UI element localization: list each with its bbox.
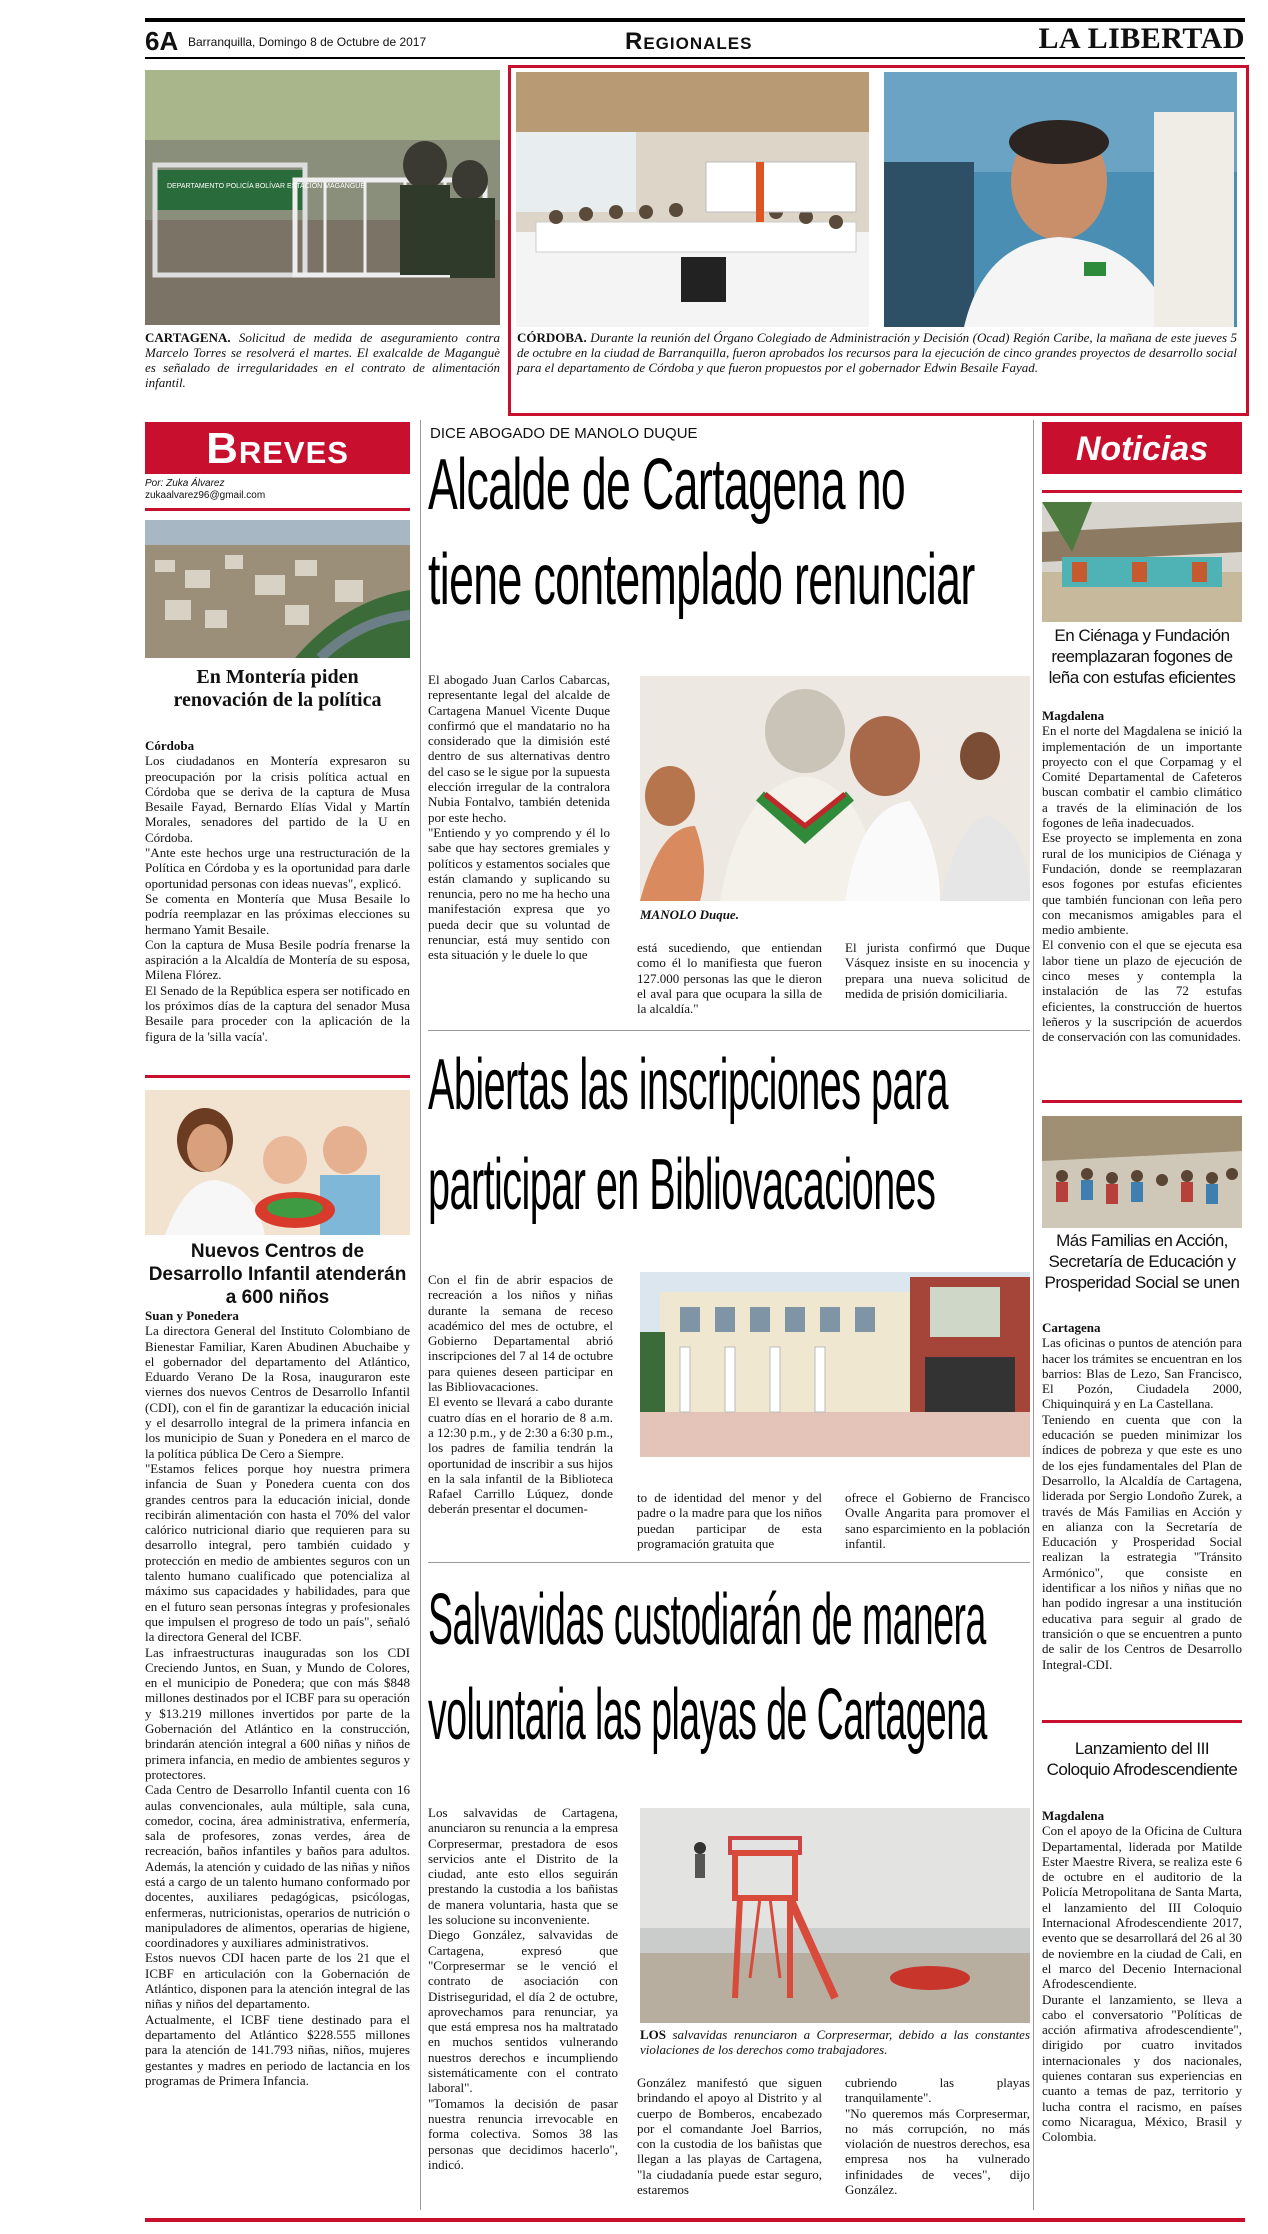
breves-title: Breves <box>206 424 349 473</box>
breves-story1-body: Córdoba Los ciudadanos en Montería expresaron su preocupación por la crisis política actual en Córdoba que se deriva de la captura de Musa Besaile Fayad, Bernardo Elías Vidal y Martín Morales, senadores del partido de la U en Córdoba. "Ante este hechos urge una restructuración de la Política en Córdoba y es la oportunidad para darle oportunidad personas con ideas nuevas", explicó. Se comenta en Montería que Musa Besaile lo podría reemplazar en las próximas elecciones su hermano Yamit Besaile. Con la captura de Musa Besile podría frenarse la aspiración a la Alcaldía de Montería de su esposa, Milena Flórez. El Senado de la República espera ser notificado en los próximos días de la captura del senador Musa Besaile para proceder con la aplicación de la figura de la 'silla vacía'. <box>145 738 410 1044</box>
byline-email: zukaalvarez96@gmail.com <box>145 490 266 501</box>
page-header <box>145 18 1245 58</box>
masthead: LA LIBERTAD <box>1038 22 1245 55</box>
section-title: Regionales <box>625 28 753 55</box>
main3-col2: González manifestó que siguen brindando el apoyo al Distrito y al cuerpo de Bomberos, encabezado por el comandante Joel Barrios, con la custodia de los bañistas que llegan a las playas de Cartagena, "la ciudadanía puede estar seguro, estaremos <box>637 2075 822 2198</box>
main1-headline-line1: Alcalde de Cartagena no <box>428 445 906 525</box>
main1-col3: El jurista confirmó que Duque Vásquez insiste en su inocencia y prepara una nueva solicitud de medida de prisión domiciliaria. <box>845 940 1030 1001</box>
cdi-photo <box>145 1090 410 1235</box>
top-meeting-photo <box>516 72 869 327</box>
main3-photo-caption: LOS salvavidas renunciaron a Corpresermar, debido a las constantes violaciones de los derechos como trabajadores. <box>640 2027 1031 2057</box>
main3-photo <box>640 1808 1030 2023</box>
noticias-story1-headline: En Ciénaga y Fundación reemplazaran fogones de leña con estufas eficientes <box>1048 626 1236 687</box>
noticias-story2-headline: Más Familias en Acción, Secretaría de Educación y Prosperidad Social se unen <box>1044 1231 1240 1292</box>
noticias-story3-body: Magdalena Con el apoyo de la Oficina de Cultura Departamental, liderada por Matilde Ester Maestre Rivera, se realiza este 6 de octubre en el auditorio de la Policía Metropolitana de Santa Marta, el lanzamiento del III Coloquio Internacional Afrodescendiente 2017, evento que se desarrollará del 26 al 30 de noviembre en la ciudad de Cali, en el marco del Decenio Internacional Afrodescendiente. Durante el lanzamiento, se lleva a cabo el conversatorio "Políticas de acción afirmativa afrodescendiente", dirigido por cuatro invitados internacionales y dos nacionales, quienes contaran sus experiencias en cuanto a temas de paz, territorio y lucha contra el racismo, en países como Nicaragua, México, Brasil y Colombia. <box>1042 1808 1242 2145</box>
top-left-caption <box>145 330 500 390</box>
page-number: 6A <box>145 26 179 56</box>
main2-col2: to de identidad del menor y del padre o la madre para que los niños puedan participar de esta programación gratuita que <box>637 1490 822 1551</box>
library-photo <box>640 1272 1030 1457</box>
meeting-room-photo <box>516 72 869 327</box>
breves-banner <box>145 422 410 474</box>
noticias-banner <box>1042 422 1242 474</box>
main2-headline-line2: participar en Bibliovacaciones <box>428 1145 936 1225</box>
breves-story1-headline: En Montería piden renovación de la política <box>173 666 382 711</box>
lifeguard-photo <box>640 1808 1030 2023</box>
station-sign: DEPARTAMENTO POLICÍA BOLÍVAR ESTACIÓN MAGANGUÉ <box>167 183 365 190</box>
meeting-outdoor-photo <box>1042 1116 1242 1228</box>
noticias-story2-body: Cartagena Las oficinas o puntos de atención para hacer los trámites se encuentran en los barrios: Blas de Lezo, San Francisco, El Pozón, Ciudadela 2000, Chiquinquirá y en La Castellana. Teniendo en cuenta que con la educación se pueden minimizar los índices de pobreza y que este es uno de los ejes fundamentales del Plan de Desarrollo, la Alcaldía de Cartagena, liderada por Sergio Londoño Zurek, a través de Más Familias en Acción y en alianza con la Secretaría de Educación y Prosperidad Social realizan la estrategia "Tránsito Armónico", que consiste en identificar a los niños y niñas que no han podido ingresar a una institución educativa para seguir al grado de transición o que se encuentren a punto de salir de los Centros de Desarrollo Integral-CDI. <box>1042 1320 1242 1672</box>
main1-col1: El abogado Juan Carlos Cabarcas, representante legal del alcalde de Cartagena Manuel Vicente Duque confirmó que el mandatario no ha considerado que la dimisión esté dentro de sus alternativas dentro del caso se le sigue por la supuesta elección irregular de la contralora Nubia Fontalvo, también detenida por este hecho. "Entiendo y yo comprendo y él lo sabe que hay sectores gremiales y políticos y estamentos sociales que están clamando y suplicando su renuncia, pero no me ha hecho una manifestación expresa que yo pueda decir que su voluntad de renunciar, está muy sentido con esta situación y le duele lo que <box>428 672 610 963</box>
duque-photo <box>640 676 1030 901</box>
top-governor-photo <box>884 72 1237 327</box>
governor-photo <box>884 72 1237 327</box>
children-photo <box>145 1090 410 1235</box>
noticias-photo1 <box>1042 502 1242 622</box>
caption-kicker: CARTAGENA. <box>145 330 231 345</box>
main1-col2: está sucediendo, que entiendan como él lo manifiesta que fueron 127.000 personas las que le dieron el aval para que ocupara la silla de la alcaldía." <box>637 940 822 1017</box>
top-left-photo <box>145 70 500 325</box>
noticias-photo2 <box>1042 1116 1242 1228</box>
caption-text: Durante la reunión del Órgano Colegiado de Administración y Decisión (Ocad) Región Caribe, la mañana de este jueves 5 de octubre en la ciudad de Barranquilla, fueron aprobados los recursos para la ejecución de cinco grandes proyectos de desarrollo social para el departamento de Córdoba y que fueron propuestos por el gobernador Edwin Besaile Fayad. <box>517 330 1238 375</box>
main2-photo <box>640 1272 1030 1457</box>
main2-col1: Con el fin de abrir espacios de recreación a los niños y niñas durante la semana de receso académico del mes de octubre, el Gobierno Departamental abrió inscripciones del 7 al 14 de octubre para quienes deseen participar en las Bibliovacaciones. El evento se llevará a cabo durante cuatro días en el horario de 8 a.m. a 12:30 p.m., y de 2:30 a 6:30 p.m., los padres de familia tendrán la oportunidad de inscribir a sus hijos en la sala infantil de la Biblioteca Rafael Carrillo Lúquez, donde deberán presentar el documen- <box>428 1272 613 1517</box>
caption-text: Solicitud de medida de aseguramiento contra Marcelo Torres se resolverá el martes. El exalcalde de Maganguè es señalado de irregularidades en el contrato de alimentación infantil. <box>145 330 500 390</box>
main3-col3: cubriendo las playas tranquilamente". "No queremos más Corpresermar, no más corrupción, no más violación de nuestros derechos, esa empresa nos ha vulnerado infinidades de veces", dijo González. <box>845 2075 1030 2198</box>
noticias-title: Noticias <box>1075 430 1209 468</box>
caption-kicker: CÓRDOBA. <box>517 330 587 345</box>
bottom-rule <box>145 2218 1245 2222</box>
noticias-story3-headline: Lanzamiento del III Coloquio Afrodescendiente <box>1046 1739 1238 1779</box>
stove-house-photo <box>1042 502 1242 622</box>
city-aerial-photo <box>145 520 410 658</box>
police-station-photo <box>145 70 500 325</box>
monteria-photo <box>145 520 410 658</box>
overline: DICE ABOGADO DE MANOLO DUQUE <box>430 425 698 442</box>
main2-headline-line1: Abiertas las inscripciones para <box>428 1045 949 1125</box>
main3-headline-line2: voluntaria las playas de Cartagena <box>428 1675 987 1755</box>
main1-headline-line2: tiene contemplado renunciar <box>428 540 975 620</box>
main1-photo-caption: MANOLO Duque. <box>640 907 739 922</box>
dateline: Barranquilla, Domingo 8 de Octubre de 2017 <box>188 35 427 49</box>
breves-story2-body: Suan y Ponedera La directora General del Instituto Colombiano de Bienestar Familiar, Karen Abudinen Abuchaibe y el gobernador del departamento del Atlántico, Eduardo Verano De la Rosa, inauguraron este viernes dos nuevos Centros de Desarrollo Infantil (CDI), con el fin de garantizar la educación inicial y el desarrollo integral de la primera infancia en los municipio de Suan y Ponedera en el marco de la política pública De Cero a Siempre. "Estamos felices porque hoy nuestra primera infancia de Suan y Ponedera cuenta con dos grandes centros para la educación inicial, donde recibirán alimentación con hasta el 70% del valor calórico nutricional diario que requieren para su desarrollo integral, pero también cuidado y protección en medio de ambientes seguros con un talento humano cualificado que potencializa al máximo sus capacidades y habilidades, para que en el futuro sean personas íntegras y profesionales que impulsen el progreso de todo un país", señaló la directora General del ICBF. Las infraestructuras inauguradas son los CDI Creciendo Juntos, en Suan, y Mundo de Colores, en el municipio de Ponedera; que con más $848 millones destinados por el ICBF para su operación y $13.219 millones invertidos por parte de la Gobernación del Atlántico en la construcción, brindarán atención integral a 600 niñas y niños de primera infancia, en medio de ambientes seguros y protectores. Cada Centro de Desarrollo Infantil cuenta con 16 aulas convencionales, aula múltiple, sala cuna, comedor, cocina, área administrativa, enfermería, sala de profesores, zonas verdes, área de recreación, baños infantiles y baños para adultos. Además, la atención y cuidado de las niñas y niños está a cargo de un talento humano conformado por docentes, auxiliares pedagógicas, psicólogas, enfermeras, nutricionistas, operarios de nutrición o manipuladores de alimentos, operarias de higiene, coordinadores y auxiliares administrativos. Estos nuevos CDI hacen parte de los 21 que el ICBF en articulación con la Gobernación de Atlántico, disponen para la atención integral de las niñas y niños del departamento. Actualmente, el ICBF tiene destinado para el departamento del Atlántico $228.555 millones para la atención de 141.793 niñas, niños, mujeres gestantes y madres en periodo de lactancia en los programas de Primera Infancia. <box>145 1308 410 2088</box>
main3-col1: Los salvavidas de Cartagena, anunciaron su renuncia a la empresa Corpresermar, prestadora de esos servicios ante el Distrito de la ciudad, ante esto ellos seguirán prestando la custodia a los bañistas de manera voluntaria, hasta que se les solucione su inconveniente. Diego González, salvavidas de Cartagena, expresó que "Corpresermar se le venció el contrato de asociación con Distriseguridad, el día 2 de octubre, aprovechamos para renunciar, ya que está empresa nos ha maltratado en muchos sentidos vulnerando nuestros derechos e incumpliendo sistemáticamente con el contrato laboral". "Tomamos la decisión de pasar nuestra renuncia irrevocable en forma colectiva. Somos 38 las personas que decidimos hacerlo", indicó. <box>428 1805 618 2172</box>
main1-photo <box>640 676 1030 901</box>
main2-col3: ofrece el Gobierno de Francisco Ovalle Angarita para promover el sano esparcimiento en la población infantil. <box>845 1490 1030 1551</box>
noticias-story1-body: Magdalena En el norte del Magdalena se inició la implementación de un importante proyecto con el que Corpamag y el Comité Departamental de Cafeteros buscan combatir el cambio climático a través de la eliminación de los fogones de leña inadecuados. Ese proyecto se implementa en zona rural de los municipios de Ciénaga y Fundación, donde se reemplazaran esos fogones por estufas eficientes que también funcionan con leña pero con mecanismos amigables para el medio ambiente. El convenio con el que se ejecuta esa labor tiene un plazo de ejecución de cinco meses y contempla la instalación de las 72 estufas eficientes, la construcción de huertos leñeros y la suscripción de acuerdos de conservación con las comunidades. <box>1042 708 1242 1045</box>
main3-headline-line1: Salvavidas custodiarán de manera <box>428 1580 986 1660</box>
top-right-caption <box>517 330 1237 375</box>
breves-story2-headline: Nuevos Centros de Desarrollo Infantil atenderán a 600 niños <box>148 1241 407 1308</box>
byline: Por: Zuka Álvarez <box>145 478 225 489</box>
